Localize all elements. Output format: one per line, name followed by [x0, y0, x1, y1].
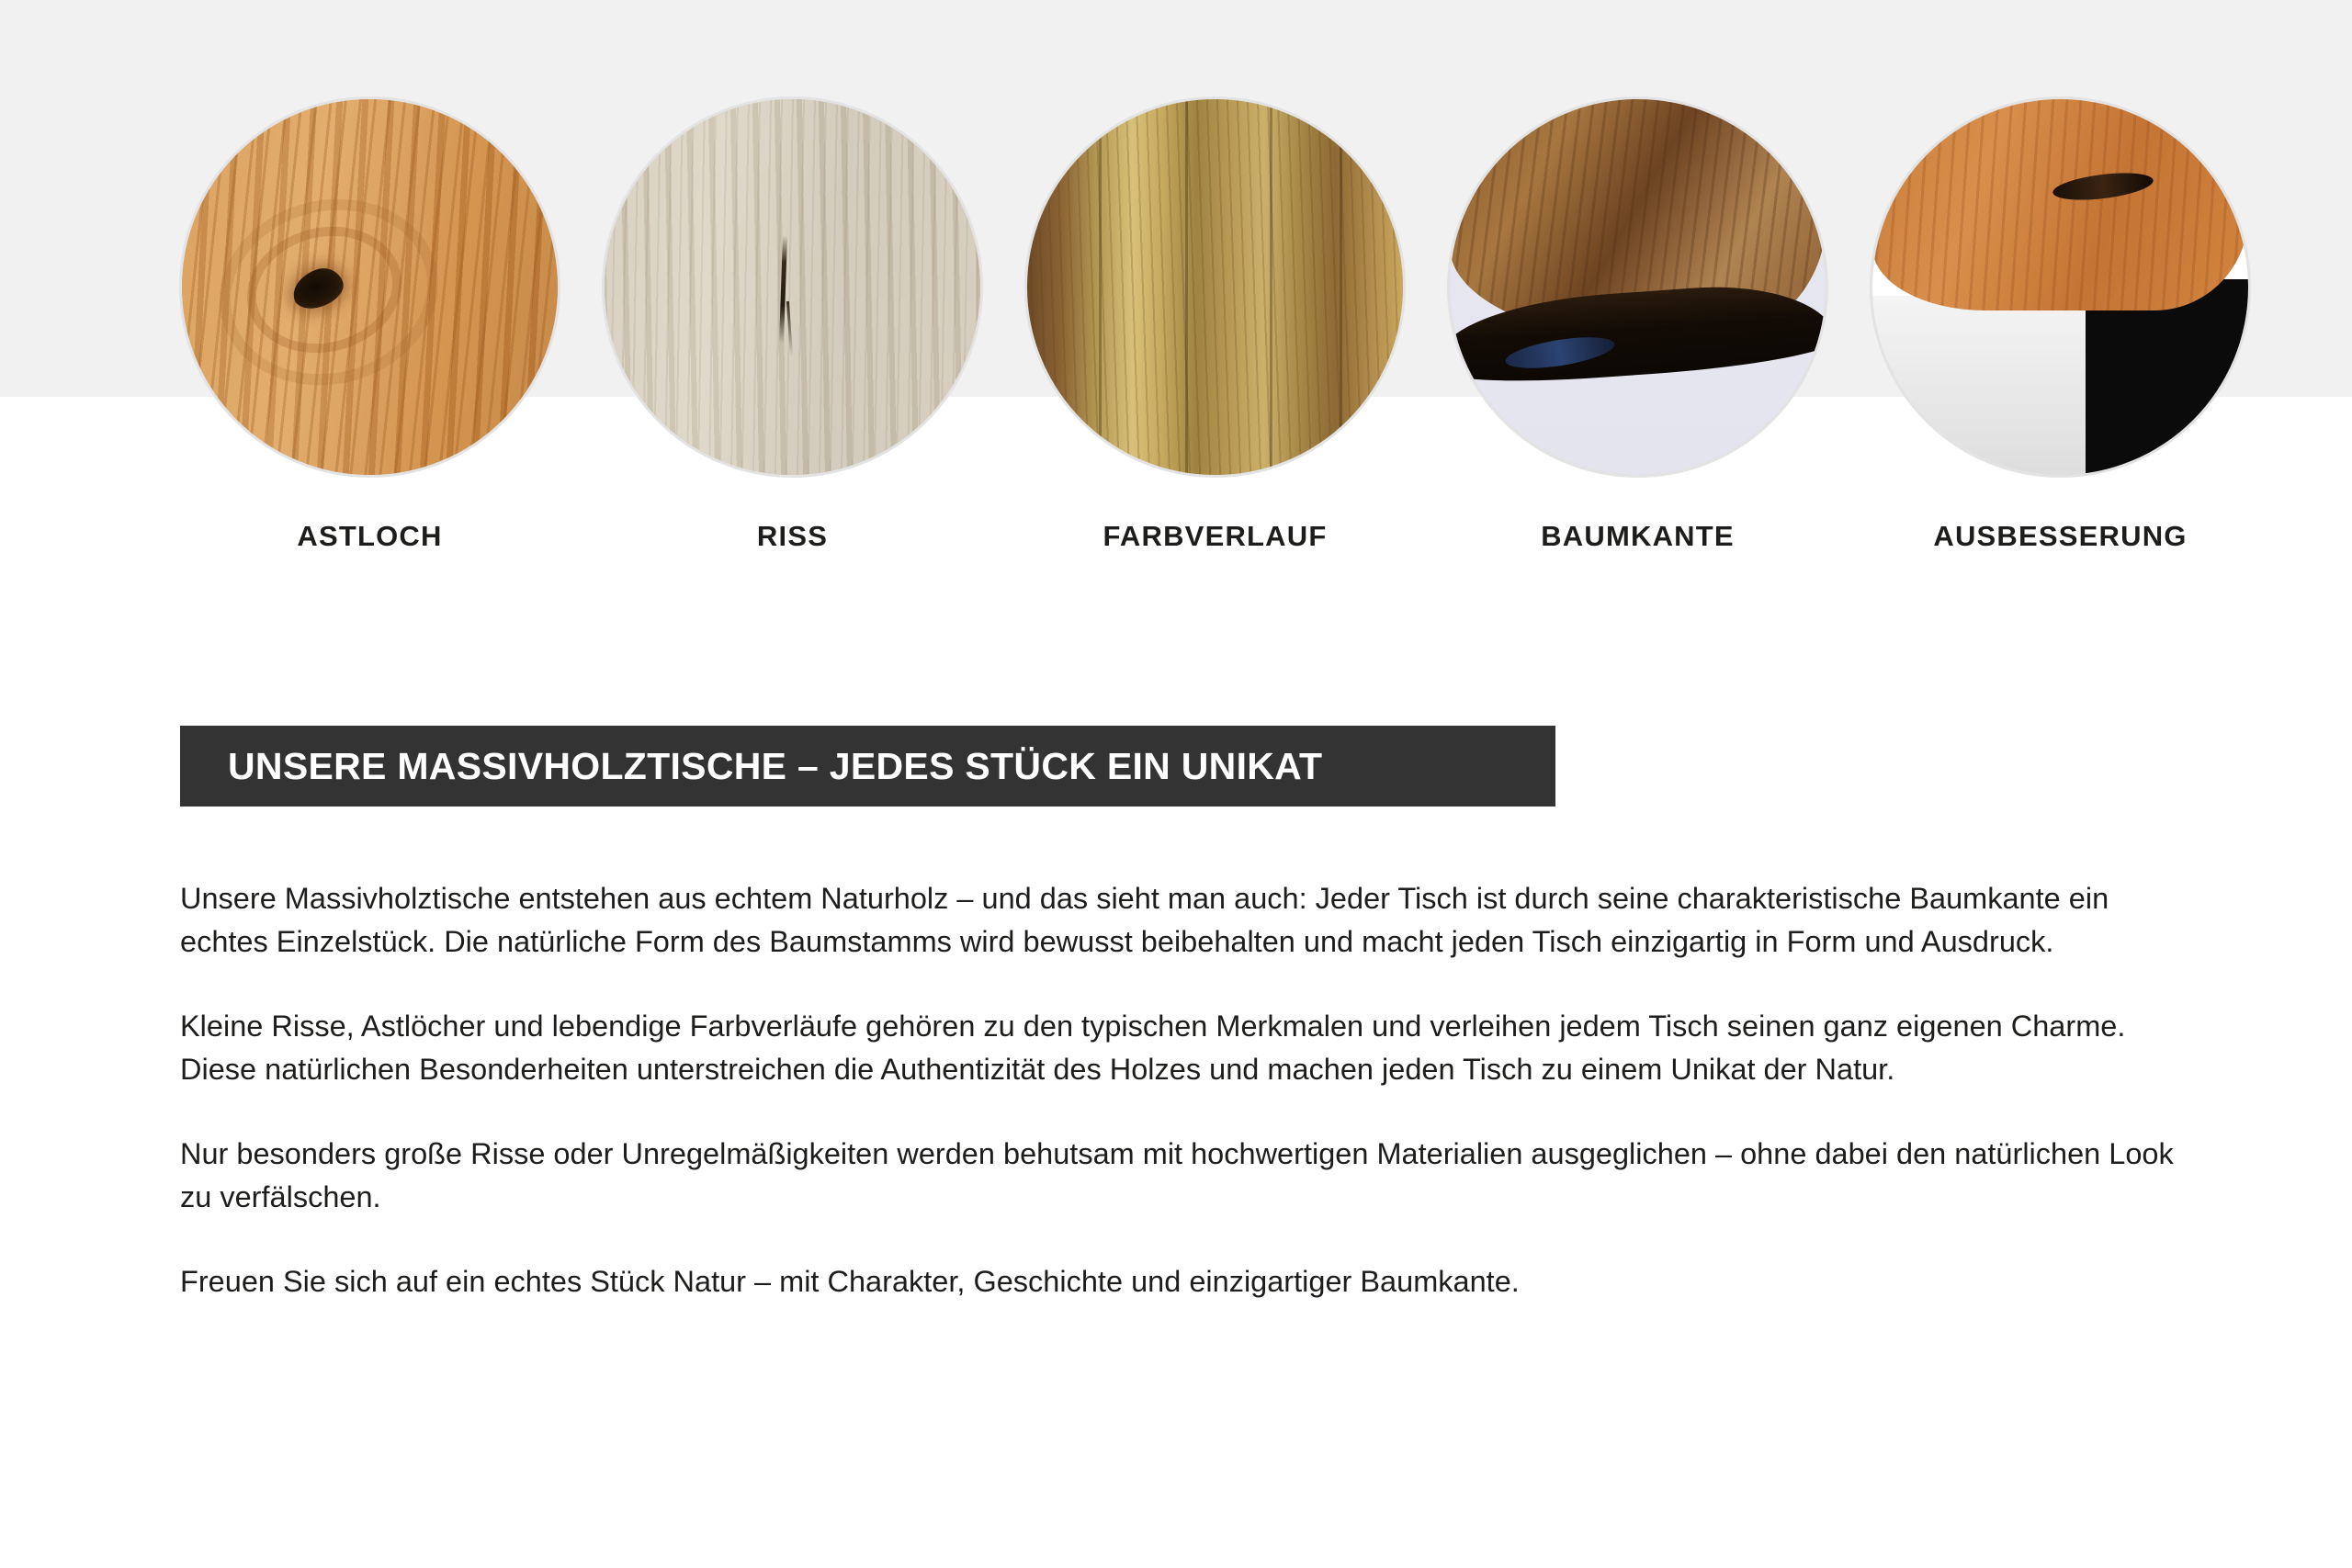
- plank-seam: [1270, 99, 1272, 475]
- paragraph-4: Freuen Sie sich auf ein echtes Stück Natur – mit Charakter, Geschichte und einzigartiger Baumkante.: [180, 1264, 1520, 1298]
- wood-knot-photo: [182, 99, 558, 475]
- wood-crack-photo: [605, 99, 980, 475]
- table-corner-surface: [1872, 99, 2248, 310]
- feature-item-riss: [602, 96, 983, 556]
- feature-label-baumkante: BAUMKANTE: [1541, 520, 1735, 552]
- feature-label-farbverlauf: FARBVERLAUF: [1102, 520, 1328, 552]
- wood-feature-gallery: [179, 96, 2200, 556]
- feature-image-ausbesserung: [1870, 96, 2251, 478]
- paragraph-1: Unsere Massivholztische entstehen aus echtem Naturholz – und das sieht man auch: Jeder Tisch ist durch seine charakteristische Baumkante ein echtes Einzelstück. Die natürliche Form des Baumstamms wird bewusst beibehalten und macht jeden Tisch einzigartig in Form und Ausdruck.: [180, 882, 2109, 959]
- plank-seam: [1185, 99, 1188, 475]
- feature-item-farbverlauf: [1024, 96, 1406, 556]
- light-background-area: [1872, 296, 2086, 478]
- body-copy: [180, 877, 2183, 1303]
- plank-seam: [1340, 99, 1342, 475]
- feature-image-baumkante: [1447, 96, 1828, 478]
- wood-color-gradient-photo: [1027, 99, 1403, 475]
- wood-live-edge-photo: [1450, 99, 1826, 475]
- feature-item-astloch: [179, 96, 560, 556]
- crack-line: [779, 235, 787, 344]
- feature-label-ausbesserung: AUSBESSERUNG: [1933, 520, 2188, 552]
- wood-repair-photo: [1872, 99, 2248, 475]
- feature-image-riss: [602, 96, 983, 478]
- paragraph-2: Kleine Risse, Astlöcher und lebendige Farbverläufe gehören zu den typischen Merkmalen und verleihen jedem Tisch seinen ganz eigenen Charme. Diese natürlichen Besonderheiten unterstreichen die Authentizität des Holzes und machen jeden Tisch zu einem Unikat der Natur.: [180, 1009, 2126, 1087]
- feature-label-riss: RISS: [756, 520, 829, 552]
- paragraph-3: Nur besonders große Risse oder Unregelmäßigkeiten werden behutsam mit hochwertigen Materialien ausgeglichen – ohne dabei den natürlichen Look zu verfälschen.: [180, 1136, 2174, 1214]
- page-title: UNSERE MASSIVHOLZTISCHE – JEDES STÜCK EIN UNIKAT: [228, 744, 1323, 787]
- feature-item-ausbesserung: [1870, 96, 2251, 556]
- feature-image-astloch: [179, 96, 560, 478]
- feature-image-farbverlauf: [1024, 96, 1406, 478]
- feature-item-baumkante: [1447, 96, 1828, 556]
- section-heading-bar: [180, 726, 1555, 807]
- feature-label-astloch: ASTLOCH: [297, 520, 443, 552]
- plank-seam: [1099, 99, 1102, 475]
- crack-line-secondary: [786, 301, 793, 356]
